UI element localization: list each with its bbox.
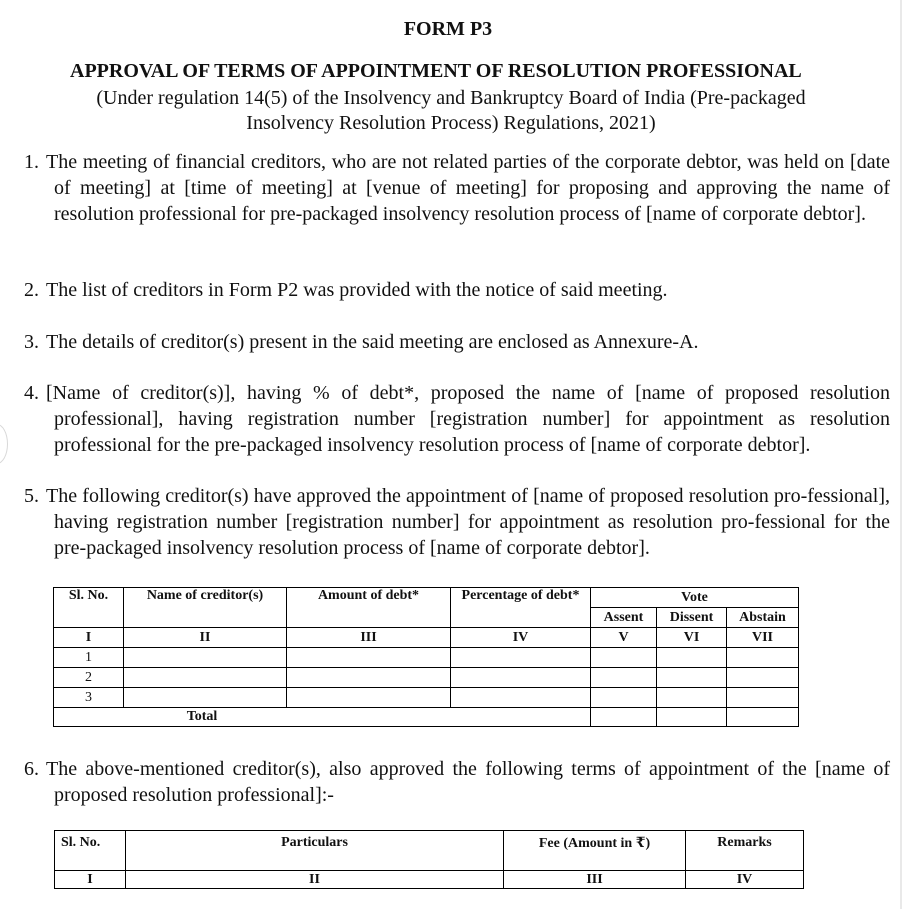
table-row — [54, 688, 799, 708]
numeral-cell: V — [591, 628, 657, 648]
empty-cell — [287, 688, 451, 708]
row-number: 3 — [54, 688, 124, 708]
table-numeral-row — [55, 871, 804, 889]
empty-cell — [287, 648, 451, 668]
empty-cell — [124, 648, 287, 668]
empty-cell — [591, 648, 657, 668]
empty-cell — [124, 668, 287, 688]
empty-cell — [451, 688, 591, 708]
empty-cell — [727, 668, 799, 688]
empty-cell — [287, 668, 451, 688]
paragraph-text: The following creditor(s) have approved the appointment of [name of proposed resolution pro-fessional], having registration number [registration number] for appointment as resolution pro-fessional for the pre-packaged insolvency resolution process of [name of corporate debtor]. — [46, 485, 890, 559]
numeral-cell: I — [54, 628, 124, 648]
empty-cell — [727, 688, 799, 708]
numeral-cell: IV — [451, 628, 591, 648]
empty-cell — [451, 648, 591, 668]
numeral-cell: VI — [657, 628, 727, 648]
empty-cell — [591, 668, 657, 688]
empty-cell — [727, 648, 799, 668]
header-remarks: Remarks — [686, 831, 804, 871]
form-subtitle — [56, 86, 846, 136]
empty-cell — [124, 688, 287, 708]
subtitle-line-1: (Under regulation 14(5) of the Insolvency and Bankruptcy Board of India (Pre-packaged — [96, 87, 806, 109]
table-numeral-row — [54, 628, 799, 648]
numeral-cell: VII — [727, 628, 799, 648]
form-number: FORM P3 — [403, 18, 493, 40]
form-title: APPROVAL OF TERMS OF APPOINTMENT OF RESOLUTION PROFESSIONAL — [70, 60, 802, 82]
page-edge-line — [900, 0, 902, 909]
numeral-cell: I — [55, 871, 126, 889]
numeral-cell: III — [504, 871, 686, 889]
header-assent: Assent — [591, 608, 657, 628]
paragraph-3 — [24, 329, 890, 355]
empty-cell — [591, 708, 657, 727]
numeral-cell: III — [287, 628, 451, 648]
subtitle-line-2: Insolvency Resolution Process) Regulations, 2021) — [246, 112, 656, 134]
header-abstain: Abstain — [727, 608, 799, 628]
header-fee: Fee (Amount in ₹) — [504, 831, 686, 871]
numeral-cell: II — [126, 871, 504, 889]
paragraph-text: [Name of creditor(s)], having % of debt*, proposed the name of [name of proposed resolution professional], having registration number [registration number] for appointment as resolution professional for the pre-packaged insolvency resolution process of [name of corporate debtor]. — [46, 382, 890, 456]
table-header-row — [54, 588, 799, 608]
empty-cell — [451, 668, 591, 688]
paragraph-4 — [24, 380, 890, 458]
empty-cell — [591, 688, 657, 708]
numeral-cell: II — [124, 628, 287, 648]
empty-cell — [657, 668, 727, 688]
terms-table — [54, 830, 804, 889]
paragraph-text: The meeting of financial creditors, who are not related parties of the corporate debtor, was held on [date of meeting] at [time of meeting] at [venue of meeting] for proposing and approving the name of resolution professional for pre-packaged insolvency resolution process of [name of corporate debtor]. — [46, 151, 890, 225]
header-amount-of-debt: Amount of debt* — [287, 588, 451, 628]
total-label: Total — [54, 708, 591, 727]
numeral-cell: IV — [686, 871, 804, 889]
paragraph-number: 4. — [24, 382, 39, 404]
paragraph-1 — [24, 149, 890, 227]
table-total-row — [54, 708, 799, 727]
table-row — [54, 648, 799, 668]
paragraph-number: 2. — [24, 279, 39, 301]
empty-cell — [657, 648, 727, 668]
paragraph-number: 1. — [24, 151, 39, 173]
header-sl-no: Sl. No. — [55, 831, 126, 871]
paragraph-2 — [24, 277, 890, 303]
row-number: 1 — [54, 648, 124, 668]
empty-cell — [727, 708, 799, 727]
creditor-vote-table — [53, 587, 799, 727]
header-vote: Vote — [591, 588, 799, 608]
row-number: 2 — [54, 668, 124, 688]
header-particulars: Particulars — [126, 831, 504, 871]
empty-cell — [657, 708, 727, 727]
paragraph-text: The above-mentioned creditor(s), also approved the following terms of appointment of the [name of proposed resolution professional]:- — [46, 758, 890, 806]
header-percentage-of-debt: Percentage of debt* — [451, 588, 591, 628]
paragraph-text: The details of creditor(s) present in the said meeting are enclosed as Annexure-A. — [46, 331, 699, 353]
paragraph-number: 3. — [24, 331, 39, 353]
page-edge-marker — [0, 424, 8, 464]
paragraph-number: 5. — [24, 485, 39, 507]
table-row — [54, 668, 799, 688]
header-creditor-name: Name of creditor(s) — [124, 588, 287, 628]
table-header-row — [55, 831, 804, 871]
paragraph-5 — [24, 483, 890, 561]
paragraph-text: The list of creditors in Form P2 was provided with the notice of said meeting. — [46, 279, 668, 301]
header-dissent: Dissent — [657, 608, 727, 628]
empty-cell — [657, 688, 727, 708]
paragraph-number: 6. — [24, 758, 39, 780]
header-sl-no: Sl. No. — [54, 588, 124, 628]
paragraph-6 — [24, 756, 890, 808]
